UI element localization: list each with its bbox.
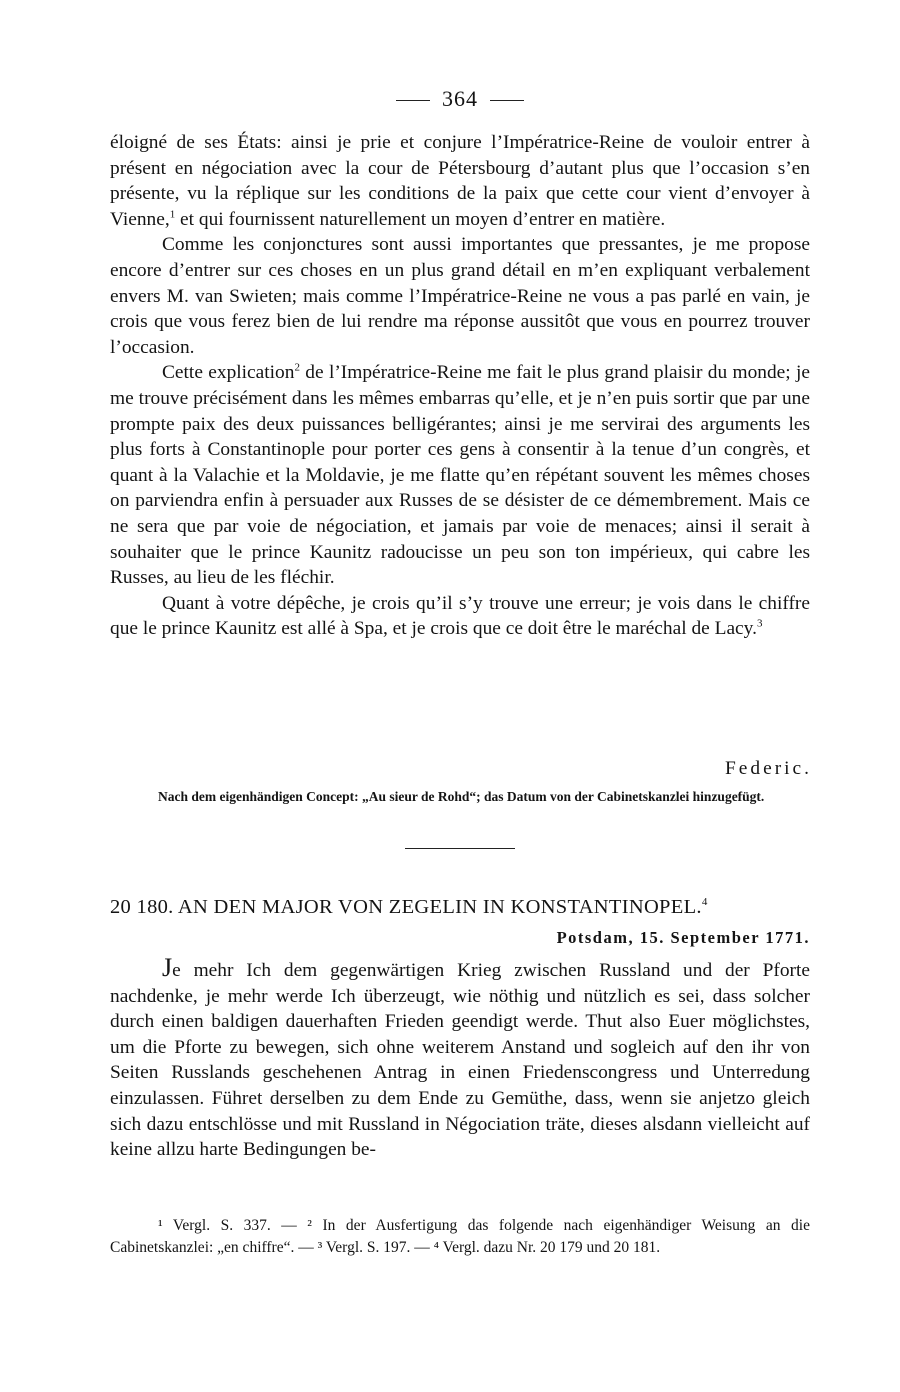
letter-title: AN DEN MAJOR VON ZEGELIN IN KONSTANTINOPEL. <box>177 896 702 918</box>
page-number-dash-right <box>490 100 524 101</box>
initial-letter: J <box>162 953 173 982</box>
dateline: Potsdam, 15. September 1771. <box>556 928 810 947</box>
letter-paragraph-2: Comme les conjonctures sont aussi importantes que pressantes, je me propose encore d’entrer sur ces choses en un plus grand détail en m’en expliquant verbalement envers M. van Swieten; mais comme l’Impératrice-Reine ne vous a pas parlé en vain, je crois que vous ferez bien de lui rendre ma réponse aussitôt que vous en pourrez trouver l’occasion. <box>110 234 810 358</box>
page-number-text: 364 <box>442 86 478 111</box>
letter-body <box>110 130 810 642</box>
letter-paragraph-1: éloigné de ses États: ainsi je prie et conjure l’Impératrice-Reine de vouloir entrer à présent en négociation avec la cour de Pétersbourg d’autant plus que l’occasion s’en présente, vu la réplique sur les conditions de la paix que cette cour vient d’envoyer à Vienne,$^1$ et qui fournissent naturellement un moyen d’entrer en matière. <box>110 132 810 230</box>
second-letter-body <box>110 955 810 1163</box>
source-note: Nach dem eigenhändigen Concept: „Au sieur de Rohd“; das Datum von der Cabinetskanzlei hinzugefügt. <box>158 789 765 804</box>
letter-number: 20 180. <box>110 896 174 918</box>
footnote-mark-1: 1 <box>169 208 176 221</box>
footnote-mark-4: 4 <box>701 896 708 909</box>
letter-heading <box>110 896 830 919</box>
letter-paragraph-4: Quant à votre dépêche, je crois qu’il s’y trouve une erreur; je vois dans le chiffre que le prince Kaunitz est allé à Spa, et je crois que ce doit être le maréchal de Lacy.$^3$ <box>110 592 810 640</box>
page-number-dash-left <box>396 100 430 101</box>
letter-paragraph-3: Cette explication$^2$ de l’Impératrice-Reine me fait le plus grand plaisir du monde; je me trouve précisément dans les mêmes embarras qu’elle, et je n’en puis sortir que par une prompte paix des deux puissances belligérantes; ainsi je me servirai des arguments les plus forts à Constantinople pour porter ces gens à consentir à la tenue d’un congrès, et quant à la Valachie et la Moldavie, je me flatte qu’en répétant souvent les mêmes choses on parviendra enfin à persuader aux Russes de se désister de ce démembrement. Mais ce ne sera que par voie de négociation, et jamais par voie de menaces; ainsi il serait à souhaiter que le prince Kaunitz radoucisse un peu son ton impérieux, qui cabre les Russes, au lieu de les fléchir. <box>110 361 810 589</box>
footnote-text: ¹ Vergl. S. 337. — ² In der Ausfertigung das folgende nach eigenhändiger Weisung an die Cabinetskanzlei: „en chiffre“. — ³ Vergl. S. 197. — ⁴ Vergl. dazu Nr. 20 179 und 20 181. <box>110 1217 810 1256</box>
footnotes <box>110 1215 810 1259</box>
signature: Federic. <box>725 758 812 779</box>
footnote-mark-3: 3 <box>756 617 763 630</box>
page-number <box>0 86 900 112</box>
section-separator <box>405 848 515 849</box>
footnote-mark-2: 2 <box>294 361 300 374</box>
second-letter-paragraph: Je mehr Ich dem gegenwärtigen Krieg zwischen Russland und der Pforte nachdenke, je mehr werde Ich überzeugt, wie nöthig und nützlich es sei, dass solcher durch einen baldigen dauerhaften Frieden geendigt werde. Thut also Euer möglichstes, um die Pforte zu bewegen, sich ohne weiterem Anstand und sogleich auf den ihr von Seiten Russlands geschehenen Antrag in einen Friedenscongress und Unterredung einzulassen. Führet derselben zu dem Ende zu Gemüthe, dass, wenn sie anjetzo gleich sich dazu entschlösse und mit Russland in Négociation träte, dieses alsdann vielleicht auf keine allzu harte Bedingungen be- <box>110 953 810 1161</box>
